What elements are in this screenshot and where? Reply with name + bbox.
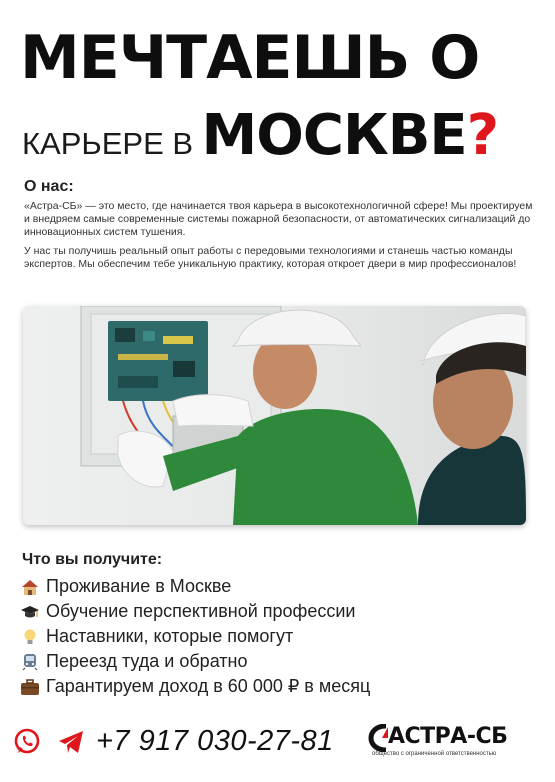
briefcase-icon [20,678,40,696]
whatsapp-icon[interactable] [13,728,41,756]
benefits-list [20,574,370,699]
question-mark: ? [466,103,500,168]
workers-photo [23,306,526,525]
logo-name: АСТРА-СБ [388,724,508,749]
company-logo [368,724,538,764]
about-text [24,200,536,277]
headline-line1: МЕЧТАЕШЬ О [20,23,480,93]
headline-line2 [22,103,500,168]
benefit-text: Гарантируем доход в 60 000 ₽ в месяц [46,676,371,696]
workers-illustration [23,306,526,525]
telegram-icon[interactable] [57,728,85,756]
benefit-text: Проживание в Москве [46,576,232,596]
benefit-item [20,574,370,599]
benefit-text: Обучение перспективной профессии [46,601,356,621]
messenger-icons [13,728,85,756]
train-icon [20,653,40,671]
about-paragraph-2: У нас ты получишь реальный опыт работы с передовыми технологиями и станешь частью команды экспертов. Мы обеспечим тебе уникальную практику, которая откроет двери в мир профессионалов! [24,245,517,270]
headline-small-text: КАРЬЕРЕ В [22,126,194,161]
phone-number[interactable]: +7 917 030-27-81 [96,725,334,757]
benefit-text: Переезд туда и обратно [46,651,248,671]
light-bulb-icon [20,628,40,646]
benefits-title: Что вы получите: [22,551,163,568]
headline-big-text: МОСКВЕ [201,103,467,168]
benefit-item [20,674,370,699]
graduation-cap-icon [20,603,40,621]
benefit-item [20,649,370,674]
logo-subtitle: общество с ограниченной ответственностью [372,751,497,757]
logo-mark-icon [368,724,388,752]
benefit-item [20,599,370,624]
house-icon [20,578,40,596]
benefit-item [20,624,370,649]
benefit-text: Наставники, которые помогут [46,626,294,646]
about-paragraph-1: «Астра-СБ» — это место, где начинается твоя карьера в высокотехнологичной сфере! Мы проектируем и внедряем самые современные системы пожарной безопасности, от автоматических сигнализаций до инновационных систем тушения. [24,200,533,238]
about-title: О нас: [24,178,74,195]
